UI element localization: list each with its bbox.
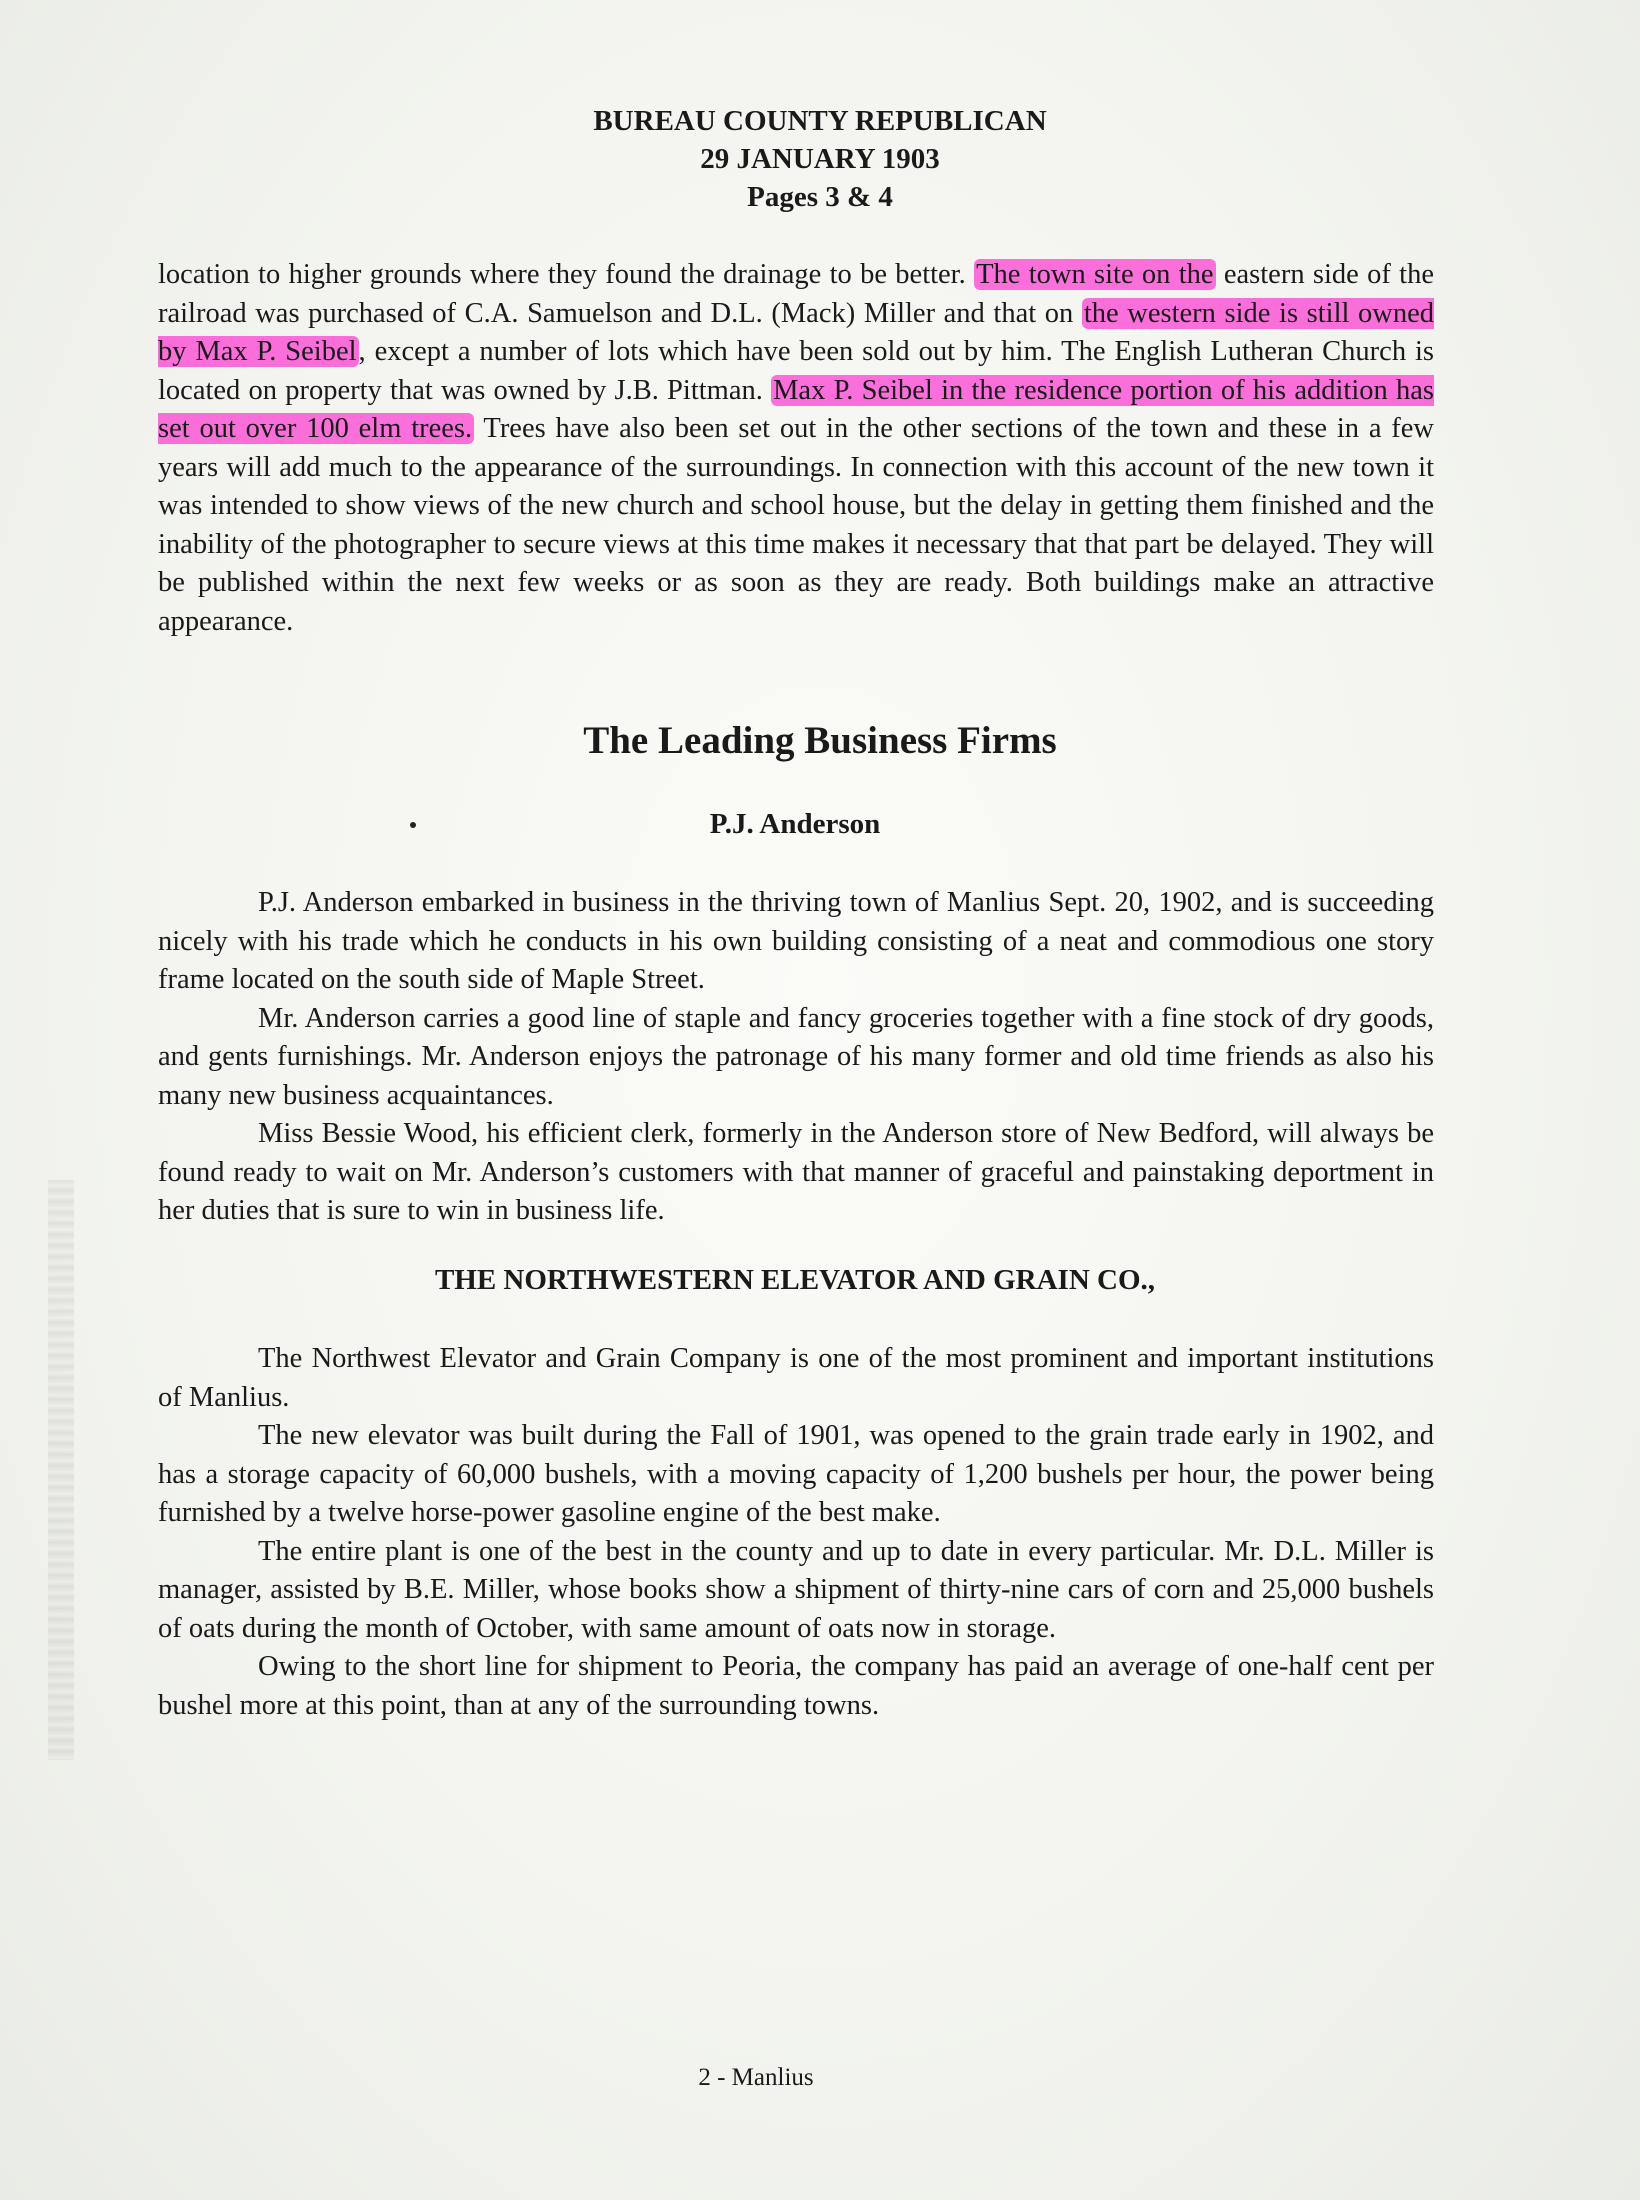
northwestern-paragraph-1: The Northwest Elevator and Grain Company is one of the most prominent and important institutions of Manlius.: [158, 1343, 1434, 1413]
intro-text-2: eastern side of the railroad was purchased of C.A. Samuelson and D.L. (Mack) Miller and that on: [158, 259, 1434, 329]
northwestern-section: [158, 1340, 1434, 1725]
intro-paragraph: [158, 256, 1434, 641]
anderson-paragraph-3: Miss Bessie Wood, his efficient clerk, formerly in the Anderson store of New Bedford, will always be found ready to wait on Mr. Anderson’s customers with that manner of graceful and painstaking deportment in her duties that is sure to win in business life.: [158, 1118, 1434, 1226]
highlight-3: Max P. Seibel in the residence portion of his addition has set out over 100 elm trees.: [158, 374, 1434, 444]
anderson-paragraph-1: P.J. Anderson embarked in business in the thriving town of Manlius Sept. 20, 1902, and is succeeding nicely with his trade which he conducts in his own building consisting of a neat and commodious one story frame located on the south side of Maple Street.: [158, 887, 1434, 995]
highlight-1: The town site on the: [976, 259, 1214, 290]
intro-text-3: , except a number of lots which have been sold out by him. The English Lutheran Church is located on property that was owned by J.B. Pittman.: [158, 336, 1434, 406]
page-header: [0, 102, 1640, 216]
northwestern-paragraph-4: Owing to the short line for shipment to Peoria, the company has paid an average of one-half cent per bushel more at this point, than at any of the surrounding towns.: [158, 1651, 1434, 1721]
anderson-section: [158, 884, 1434, 1231]
newspaper-title: BUREAU COUNTY REPUBLICAN: [593, 105, 1047, 137]
anderson-paragraph-2: Mr. Anderson carries a good line of staple and fancy groceries together with a fine stock of dry goods, and gents furnishings. Mr. Anderson enjoys the patronage of his many former and old time friends as also his many new business acquaintances.: [158, 1002, 1434, 1111]
intro-text-1: location to higher grounds where they found the drainage to be better.: [158, 259, 975, 290]
northwestern-paragraph-3: The entire plant is one of the best in the county and up to date in every particular. Mr. D.L. Miller is manager, assisted by B.E. Miller, whose books show a shipment of thirty-nine cars of corn and 25,000 bushels of oats during the month of October, with same amount of oats now in storage.: [158, 1535, 1434, 1644]
issue-date: 29 JANUARY 1903: [700, 143, 940, 175]
anderson-heading: P.J. Anderson: [709, 808, 881, 840]
highlight-2: the western side is still owned by Max P. Seibel: [158, 297, 1434, 367]
page-numbers: Pages 3 & 4: [747, 181, 893, 213]
section-title: The Leading Business Firms: [583, 719, 1057, 762]
northwestern-paragraph-2: The new elevator was built during the Fall of 1901, was opened to the grain trade early in 1902, and has a storage capacity of 60,000 bushels, with a moving capacity of 1,200 bushels per hour, the power being furnished by a twelve horse-power gasoline engine of the best make.: [158, 1420, 1434, 1528]
intro-text-4: Trees have also been set out in the other sections of the town and these in a few years will add much to the appearance of the surroundings. In connection with this account of the new town it was intended to show views of the new church and school house, but the delay in getting them finished and the inability of the photographer to secure views at this time makes it necessary that that part be delayed. They will be published within the next few weeks or as soon as they are ready. Both buildings make an attractive appearance.: [158, 413, 1434, 637]
page-footer: 2 - Manlius: [698, 2064, 814, 2091]
northwestern-heading: THE NORTHWESTERN ELEVATOR AND GRAIN CO.,: [434, 1264, 1156, 1296]
